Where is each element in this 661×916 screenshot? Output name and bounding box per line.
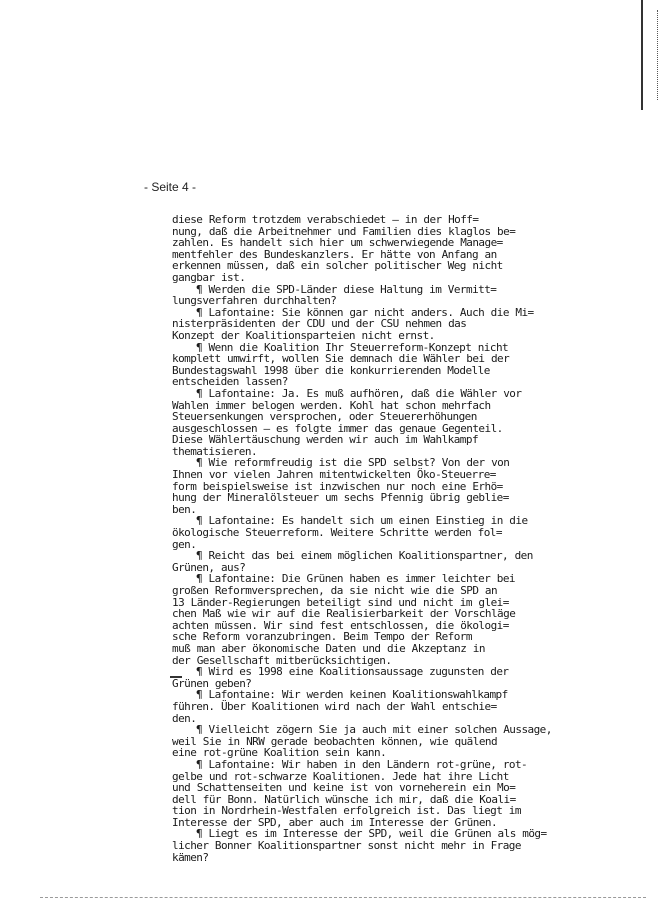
text-line: ökologische Steuerreform. Weitere Schritte werden fol= [172, 526, 502, 540]
text-line: und Schattenseiten und keine ist von vorneherein ein Mo= [172, 781, 516, 795]
text-line: Interesse der SPD, aber auch im Interesse der Grünen. [172, 815, 498, 829]
text-line: gen. [172, 537, 197, 551]
text-line: ¶ Lafontaine: Die Grünen haben es immer leichter bei [196, 572, 515, 586]
text-line: ¶ Lafontaine: Sie können gar nicht anders. Auch die Mi= [196, 305, 534, 319]
text-line: ¶ Vielleicht zögern Sie ja auch mit einer solchen Aussage, [196, 723, 552, 737]
text-line: licher Bonner Koalitionspartner sonst nicht mehr in Frage [172, 839, 521, 853]
text-line: erkennen müssen, daß ein solcher politischer Weg nicht [172, 259, 503, 273]
text-line: kämen? [172, 850, 209, 864]
text-line: ¶ Lafontaine: Wir werden keinen Koalitionswahlkampf [196, 688, 508, 702]
text-line: ¶ Wie reformfreudig ist die SPD selbst? Von der von [196, 456, 510, 470]
text-line: entscheiden lassen? [172, 375, 288, 389]
text-line: zahlen. Es handelt sich hier um schwerwiegende Manage= [172, 236, 503, 250]
text-line: ¶ Werden die SPD-Länder diese Haltung im Vermitt= [196, 282, 497, 296]
text-line: ausgeschlossen – es folgte immer das genaue Gegenteil. [172, 421, 503, 435]
text-line: sche Reform voranzubringen. Beim Tempo der Reform [172, 630, 472, 644]
text-line: Ihnen vor vielen Jahren mitentwickelten Öko-Steuerre= [172, 468, 496, 482]
text-line: nung, daß die Arbeitnehmer und Familien dies klaglos be= [172, 224, 516, 238]
scan-bottom-edge [40, 897, 646, 908]
text-line: Grünen geben? [172, 676, 252, 690]
text-line: tion in Nordrhein-Westfalen erfolgreich ist. Das liegt im [172, 804, 521, 818]
text-line: Konzept der Koalitionsparteien nicht ernst. [172, 328, 435, 342]
interview-text [172, 214, 634, 863]
text-line: gangbar ist. [172, 270, 246, 284]
text-line: Grünen, aus? [172, 560, 246, 574]
text-line: gelbe und rot-schwarze Koalitionen. Jede hat ihre Licht [172, 769, 509, 783]
text-line: ¶ Wenn die Koalition Ihr Steuerreform-Konzept nicht [196, 340, 509, 354]
text-line: form beispielsweise ist inzwischen nur noch eine Erhö= [172, 479, 503, 493]
text-line: führen. Über Koalitionen wird nach der Wahl entschie= [172, 699, 497, 713]
text-line: thematisieren. [172, 444, 258, 458]
page-number: - Seite 4 - [144, 180, 197, 194]
text-line: diese Reform trotzdem verabschiedet – in der Hoff= [172, 213, 479, 226]
text-line: weil Sie in NRW gerade beobachten können, wie quälend [172, 734, 498, 748]
text-line: eine rot-grüne Koalition sein kann. [172, 746, 387, 760]
text-line: muß man aber ökonomische Daten und die Akzeptanz in [172, 641, 485, 655]
text-line: dell für Bonn. Natürlich wünsche ich mir, daß die Koali= [172, 792, 516, 806]
text-line: Wahlen immer belogen werden. Kohl hat schon mehrfach [172, 398, 491, 412]
text-line: den. [172, 711, 197, 725]
text-line: ¶ Lafontaine: Es handelt sich um einen Einstieg in die [196, 514, 528, 528]
text-line: Steuersenkungen versprochen, oder Steuererhöhungen [172, 410, 477, 424]
text-line: großen Reformversprechen, da sie nicht wie die SPD an [172, 584, 498, 597]
text-line: nisterpräsidenten der CDU und der CSU nehmen das [172, 317, 467, 331]
text-line: ¶ Lafontaine: Wir haben in den Ländern rot-grüne, rot- [196, 757, 528, 771]
text-line: ¶ Wird es 1998 eine Koalitionsaussage zugunsten der [196, 665, 509, 679]
text-line: mentfehler des Bundeskanzlers. Er hätte von Anfang an [172, 247, 497, 261]
text-line: der Gesellschaft mitberücksichtigen. [172, 653, 392, 667]
scan-edge-mark [625, 0, 643, 110]
text-line: Diese Wählertäuschung werden wir auch im Wahlkampf [172, 433, 479, 447]
text-line: hung der Mineralölsteuer um sechs Pfennig übrig geblie= [172, 491, 509, 505]
text-line: ¶ Lafontaine: Ja. Es muß aufhören, daß die Wähler vor [196, 386, 522, 400]
text-line: lungsverfahren durchhalten? [172, 294, 337, 308]
text-line: 13 Länder-Regierungen beteiligt sind und nicht im glei= [172, 595, 509, 609]
text-line: Bundestagswahl 1998 über die konkurrierenden Modelle [172, 363, 490, 377]
text-line: ¶ Reicht das bei einem möglichen Koalitionspartner, den [196, 549, 533, 563]
text-line: chen Maß wie wir auf die Realisierbarkeit der Vorschläge [172, 607, 516, 621]
text-line: ¶ Liegt es im Interesse der SPD, weil die Grünen als mög= [196, 827, 547, 841]
scan-edge-dots [651, 10, 658, 100]
text-line: ben. [172, 502, 197, 516]
text-line: achten müssen. Wir sind fest entschlossen, die ökologi= [172, 618, 509, 632]
text-line: komplett umwirft, wollen Sie demnach die Wähler bei der [172, 352, 510, 366]
